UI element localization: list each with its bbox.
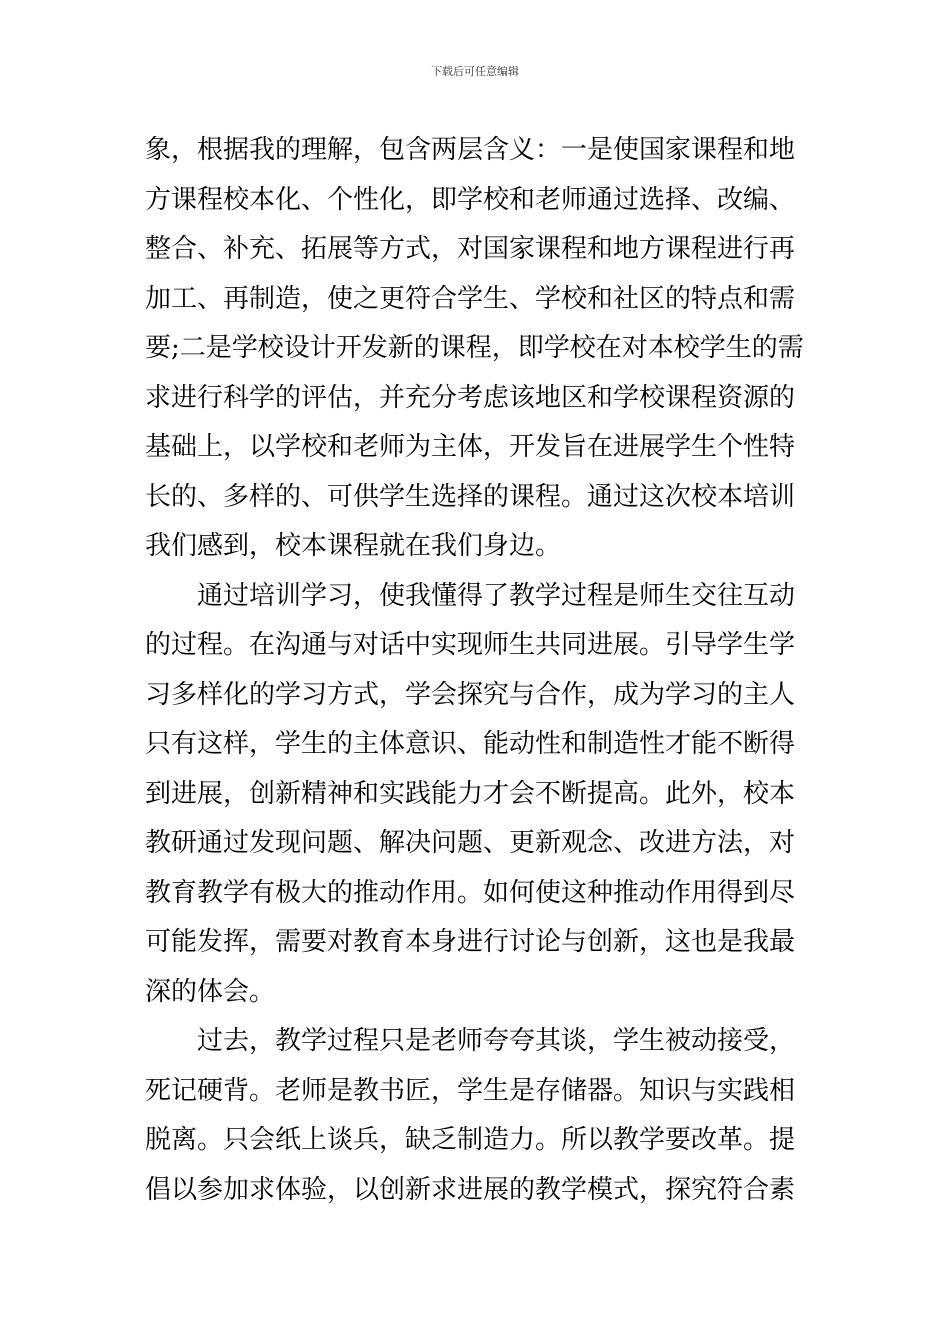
paragraph-1-line-8: 长的、多样的、可供学生选择的课程。通过这次校本培训 [145, 481, 796, 512]
paragraph-1-line-4: 加工、再制造，使之更符合学生、学校和社区的特点和需 [145, 283, 796, 314]
paragraph-2-line-3: 习多样化的学习方式，学会探究与合作，成为学习的主人 [145, 679, 796, 710]
paragraph-2-line-5: 到进展，创新精神和实践能力才会不断提高。此外，校本 [145, 778, 796, 809]
paragraph-1-line-3: 整合、补充、拓展等方式，对国家课程和地方课程进行再 [145, 234, 796, 264]
paragraph-2-line-6: 教研通过发现问题、解决问题、更新观念、改进方法，对 [145, 828, 796, 858]
paragraph-2-line-8: 可能发挥，需要对教育本身进行讨论与创新，这也是我最 [145, 927, 796, 957]
paragraph-1-line-2: 方课程校本化、个性化，即学校和老师通过选择、改编、 [145, 184, 796, 215]
paragraph-3-line-1: 过去，教学过程只是老师夸夸其谈，学生被动接受， [197, 1026, 796, 1056]
paragraph-2-line-9: 深的体会。 [145, 976, 276, 1007]
page-header: 下载后可任意编辑 [431, 65, 519, 78]
paragraph-1-line-9: 我们感到，校本课程就在我们身边。 [145, 531, 562, 561]
paragraph-2-line-2: 的过程。在沟通与对话中实现师生共同进展。引导学生学 [145, 630, 796, 660]
paragraph-1-line-5: 要;二是学校设计开发新的课程，即学校在对本校学生的需 [145, 333, 804, 363]
paragraph-2-line-7: 教育教学有极大的推动作用。如何使这种推动作用得到尽 [145, 877, 796, 908]
paragraph-3-line-4: 倡以参加求体验，以创新求进展的教学模式，探究符合素 [145, 1174, 796, 1205]
paragraph-3-line-3: 脱离。只会纸上谈兵，缺乏制造力。所以教学要改革。提 [145, 1125, 796, 1155]
paragraph-1-line-7: 基础上，以学校和老师为主体，开发旨在进展学生个性特 [145, 432, 796, 462]
paragraph-2-line-1: 通过培训学习，使我懂得了教学过程是师生交往互动 [197, 580, 796, 611]
paragraph-2-line-4: 只有这样，学生的主体意识、能动性和制造性才能不断得 [145, 729, 796, 759]
paragraph-1-line-6: 求进行科学的评估，并充分考虑该地区和学校课程资源的 [145, 382, 796, 413]
paragraph-1-line-1: 象，根据我的理解，包含两层含义：一是使国家课程和地 [145, 135, 796, 165]
paragraph-3-line-2: 死记硬背。老师是教书匠，学生是存储器。知识与实践相 [145, 1075, 796, 1106]
document-body [145, 126, 810, 1215]
